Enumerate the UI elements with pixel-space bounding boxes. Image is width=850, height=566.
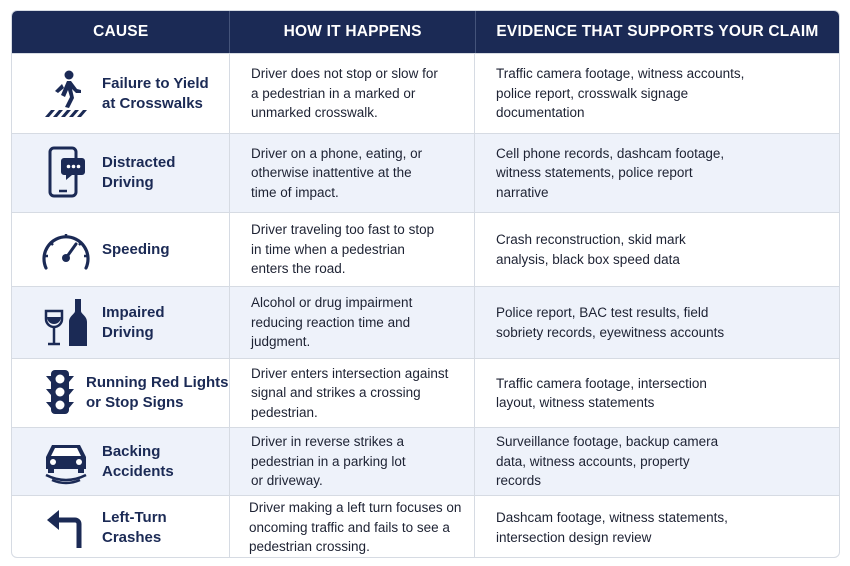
evidence-text: Surveillance footage, backup camera data, witness accounts, property records [496,434,719,489]
speedometer-icon [30,222,102,278]
evidence-cell [475,428,839,495]
evidence-text: Traffic camera footage, intersection layout, witness statements [496,375,707,410]
table-row [12,212,839,286]
cause-label: Impaired Driving [102,303,165,341]
cause-cell [12,287,230,358]
cause-cell [12,496,230,558]
evidence-cell [475,359,839,427]
how-cell [230,287,475,358]
how-cell [230,496,475,558]
table-row [12,133,839,212]
how-cell [230,359,475,427]
how-cell [230,134,475,212]
phone-message-icon [30,145,102,201]
table-row [12,358,839,427]
evidence-cell [475,213,839,286]
table-row [12,427,839,495]
header-cause: CAUSE [12,11,230,53]
evidence-text: Cell phone records, dashcam footage, witness statements, police report narrative [496,145,725,200]
how-text: Driver in reverse strikes a pedestrian in a parking lot or driveway. [251,434,406,489]
how-cell [230,54,475,133]
table-row [12,495,839,558]
cause-label: Left-Turn Crashes [102,508,167,546]
evidence-cell [475,287,839,358]
table-row [12,286,839,358]
table-row [12,53,839,133]
how-text: Driver does not stop or slow for a pedestrian in a marked or unmarked crosswalk. [251,66,438,121]
causes-table [11,10,840,558]
evidence-cell [475,134,839,212]
cause-label: Speeding [102,240,170,258]
cause-label: Running Red Lights or Stop Signs [86,374,229,411]
how-text: Driver on a phone, eating, or otherwise inattentive at the time of impact. [251,145,423,200]
how-text: Driver enters intersection against signal and strikes a crossing pedestrian. [251,365,449,420]
cause-cell [12,134,230,212]
cause-cell [12,213,230,286]
how-cell [230,428,475,495]
evidence-text: Dashcam footage, witness statements, intersection design review [496,510,728,545]
wine-bottle-icon [30,295,102,351]
how-text: Driver traveling too fast to stop in time when a pedestrian enters the road. [251,222,435,277]
evidence-text: Crash reconstruction, skid mark analysis, black box speed data [496,232,686,267]
cause-label: Failure to Yield at Crosswalks [102,74,209,112]
pedestrian-crosswalk-icon [30,66,102,122]
evidence-text: Traffic camera footage, witness accounts, police report, crosswalk signage documentation [496,66,745,121]
cause-cell [12,359,230,427]
table-header [12,11,839,53]
how-text: Alcohol or drug impairment reducing reaction time and judgment. [251,295,413,350]
cause-cell [12,54,230,133]
how-text: Driver making a left turn focuses on oncoming traffic and fails to see a pedestrian crossing. [249,500,462,555]
how-cell [230,213,475,286]
cause-label: Backing Accidents [102,442,174,480]
evidence-text: Police report, BAC test results, field sobriety records, eyewitness accounts [496,305,725,340]
header-how: HOW IT HAPPENS [230,11,475,53]
cause-cell [12,428,230,495]
evidence-cell [475,496,839,558]
left-turn-arrow-icon [30,500,102,556]
header-evidence: EVIDENCE THAT SUPPORTS YOUR CLAIM [496,23,819,40]
car-sensor-icon [30,434,102,490]
evidence-cell [475,54,839,133]
cause-label: Distracted Driving [102,154,176,191]
